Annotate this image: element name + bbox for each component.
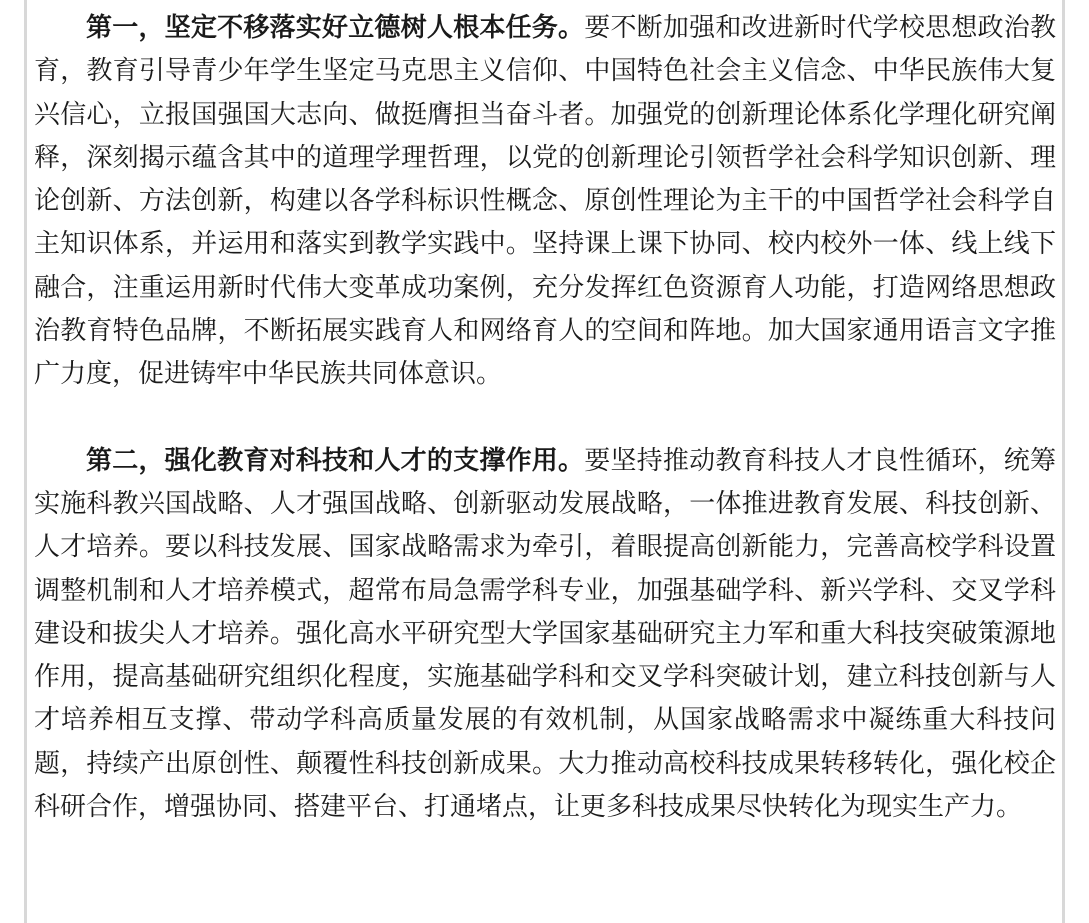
left-border-line	[24, 0, 27, 923]
paragraph-second	[34, 440, 1056, 830]
paragraph-first	[34, 7, 1056, 397]
paragraph-text: 要不断加强和改进新时代学校思想政治教育，教育引导青少年学生坚定马克思主义信仰、中国特色社会主义信念、中华民族伟大复兴信心，立报国强国大志向、做挺膺担当奋斗者。加强党的创新理论体系化学理化研究阐释，深刻揭示蕴含其中的道理学理哲理，以党的创新理论引领哲学社会科学知识创新、理论创新、方法创新，构建以各学科标识性概念、原创性理论为主干的中国哲学社会科学自主知识体系，并运用和落实到教学实践中。坚持课上课下协同、校内校外一体、线上线下融合，注重运用新时代伟大变革成功案例，充分发挥红色资源育人功能，打造网络思想政治教育特色品牌，不断拓展实践育人和网络育人的空间和阵地。加大国家通用语言文字推广力度，促进铸牢中华民族共同体意识。	[34, 13, 1056, 390]
article-body	[34, 7, 1056, 829]
paragraph-lead: 第二，强化教育对科技和人才的支撑作用。	[86, 445, 585, 476]
right-border-line	[1062, 0, 1065, 923]
paragraph-text: 要坚持推动教育科技人才良性循环，统筹实施科教兴国战略、人才强国战略、创新驱动发展战略，一体推进教育发展、科技创新、人才培养。要以科技发展、国家战略需求为牵引，着眼提高创新能力，完善高校学科设置调整机制和人才培养模式，超常布局急需学科专业，加强基础学科、新兴学科、交叉学科建设和拔尖人才培养。强化高水平研究型大学国家基础研究主力军和重大科技突破策源地作用，提高基础研究组织化程度，实施基础学科和交叉学科突破计划，建立科技创新与人才培养相互支撑、带动学科高质量发展的有效机制，从国家战略需求中凝练重大科技问题，持续产出原创性、颠覆性科技创新成果。大力推动高校科技成果转移转化，强化校企科研合作，增强协同、搭建平台、打通堵点，让更多科技成果尽快转化为现实生产力。	[34, 445, 1056, 823]
paragraph-lead: 第一，坚定不移落实好立德树人根本任务。	[86, 13, 585, 43]
